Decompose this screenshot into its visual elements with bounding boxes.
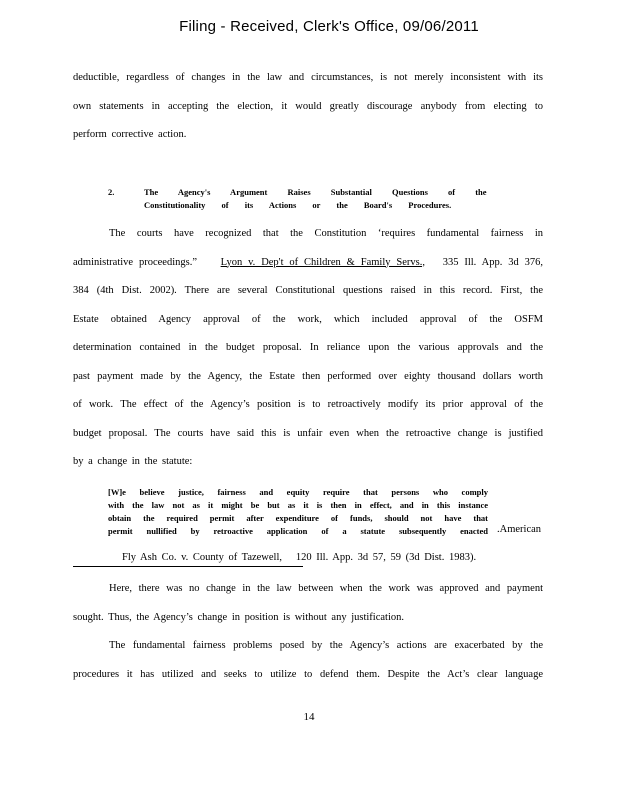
paragraph-line: own statements in accepting the election, it would greatly discourage anybody from electing to <box>73 100 543 112</box>
filing-stamp-header: Filing - Received, Clerk's Office, 09/06/2011 <box>179 18 479 35</box>
paragraph-line: sought. Thus, the Agency’s change in position is without any justification. <box>73 611 404 623</box>
citation-case-name: Fly Ash Co. v. County of Tazewell, <box>122 552 283 563</box>
page-number: 14 <box>303 711 315 723</box>
paragraph-line: budget proposal. The courts have said this is unfair even when the retroactive change is justified <box>73 427 543 439</box>
section-title-line-1: The Agency's Argument Raises Substantial Questions of the <box>144 187 487 197</box>
quote-citation-lead: .American <box>497 524 542 535</box>
quote-citation <box>73 552 543 563</box>
quote-line: permit nullified by retroactive application of a statute subsequently enacted <box>108 526 488 536</box>
paragraph-line: by a change in the statute: <box>73 456 193 467</box>
section-number: 2. <box>108 187 115 197</box>
paragraph-line: past payment made by the Agency, the Estate then performed over eighty thousand dollars worth <box>73 370 543 382</box>
case-name: Lyon v. Dep't of Children & Family Servs., <box>220 256 425 268</box>
citation-reference: 120 Ill. App. 3d 57, 59 (3d Dist. 1983). <box>295 552 477 563</box>
paragraph-line: perform corrective action. <box>73 129 187 140</box>
section-title-line-2: Constitutionality of its Actions or the Board's Procedures. <box>144 200 452 210</box>
quote-line: with the law not as it might be but as it is then in effect, and in this instance <box>108 500 488 510</box>
citation-underline <box>73 566 303 567</box>
case-citation: 335 Ill. App. 3d 376, <box>442 256 544 268</box>
paragraph-1 <box>73 64 543 150</box>
paragraph-line: Here, there was no change in the law between when the work was approved and payment <box>109 583 543 594</box>
paragraph-line: The fundamental fairness problems posed by the Agency’s actions are exacerbated by the <box>109 640 543 651</box>
quote-line: [W]e believe justice, fairness and equity require that persons who comply <box>108 487 488 497</box>
paragraph-text: administrative proceedings.” <box>73 256 197 268</box>
paragraph-line: procedures it has utilized and seeks to utilize to defend them. Despite the Act’s clear language <box>73 668 543 680</box>
paragraph-line: The courts have recognized that the Constitution ‘requires fundamental fairness in <box>109 228 543 239</box>
paragraph-2 <box>73 220 543 477</box>
paragraph-3 <box>73 575 543 632</box>
paragraph-line: Estate obtained Agency approval of the work, which included approval of the OSFM <box>73 313 543 325</box>
quote-line: obtain the required permit after expenditure of funds, should not have that <box>108 513 488 523</box>
block-quote <box>108 486 488 538</box>
paragraph-line: of work. The effect of the Agency’s position is to retroactively modify its prior approval of the <box>73 399 543 410</box>
paragraph-4 <box>73 632 543 689</box>
paragraph-line-with-citation <box>73 249 543 278</box>
paragraph-line: deductible, regardless of changes in the law and circumstances, is not merely inconsistent with its <box>73 72 543 83</box>
paragraph-line: determination contained in the budget proposal. In reliance upon the various approvals and the <box>73 342 543 353</box>
paragraph-line: 384 (4th Dist. 2002). There are several Constitutional questions raised in this record. First, the <box>73 285 543 296</box>
